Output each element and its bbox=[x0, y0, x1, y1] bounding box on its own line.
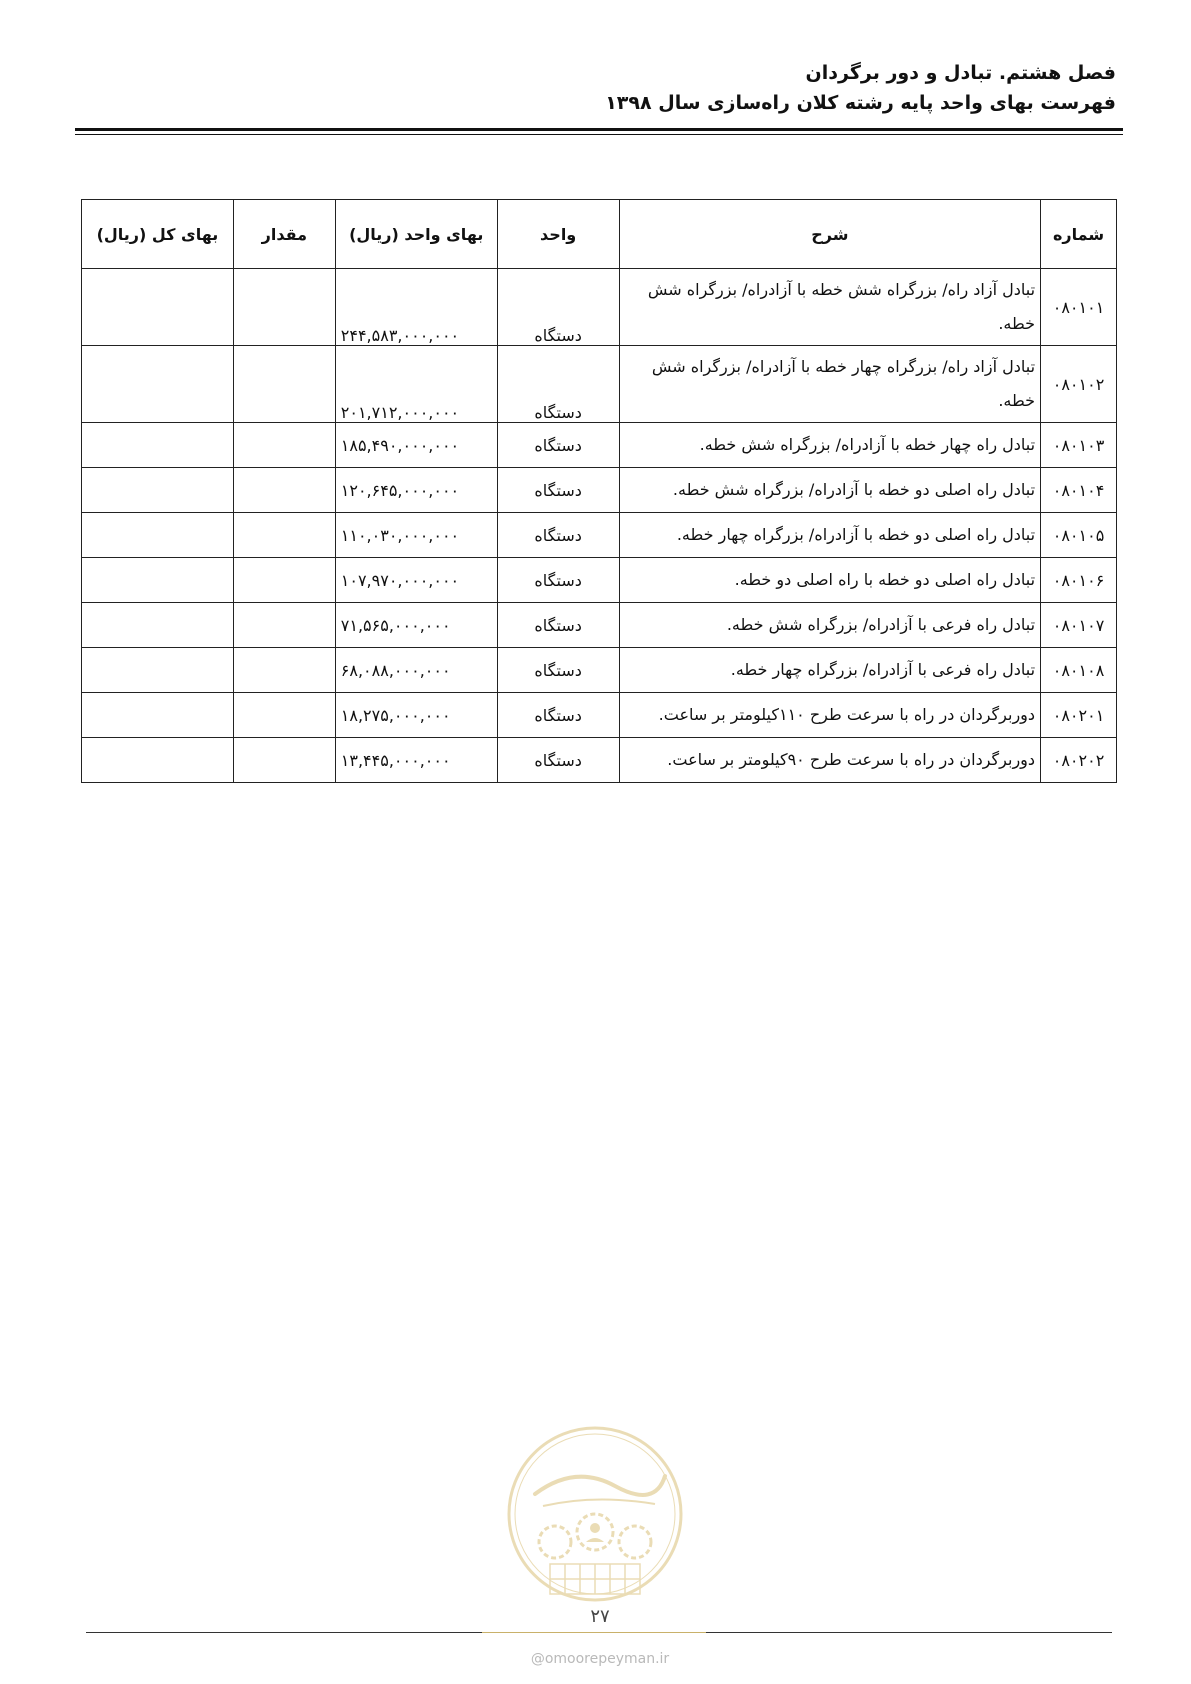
page-number: ۲۷ bbox=[590, 1606, 610, 1627]
column-header-code: شماره bbox=[1041, 200, 1117, 269]
item-unit: دستگاه bbox=[497, 468, 619, 513]
item-description: دوربرگردان در راه با سرعت طرح ۹۰کیلومتر بر ساعت. bbox=[619, 738, 1040, 783]
item-quantity bbox=[233, 269, 335, 346]
item-code: ۰۸۰۱۰۵ bbox=[1041, 513, 1117, 558]
item-unit: دستگاه bbox=[497, 269, 619, 346]
item-total-price bbox=[82, 269, 234, 346]
item-unit: دستگاه bbox=[497, 558, 619, 603]
item-code: ۰۸۰۲۰۱ bbox=[1041, 693, 1117, 738]
item-unit-price: ۲۴۴,۵۸۳,۰۰۰,۰۰۰ bbox=[335, 269, 497, 346]
item-unit-price: ۶۸,۰۸۸,۰۰۰,۰۰۰ bbox=[335, 648, 497, 693]
item-description: تبادل آزاد راه/ بزرگراه شش خطه با آزادراه/ بزرگراه شش خطه. bbox=[619, 269, 1040, 346]
table-row bbox=[82, 693, 1117, 738]
table-row bbox=[82, 269, 1117, 346]
item-code: ۰۸۰۱۰۴ bbox=[1041, 468, 1117, 513]
item-code: ۰۸۰۱۰۳ bbox=[1041, 423, 1117, 468]
table-row bbox=[82, 738, 1117, 783]
item-unit: دستگاه bbox=[497, 648, 619, 693]
item-unit-price: ۱۲۰,۶۴۵,۰۰۰,۰۰۰ bbox=[335, 468, 497, 513]
item-description: تبادل راه فرعی با آزادراه/ بزرگراه چهار خطه. bbox=[619, 648, 1040, 693]
table-row bbox=[82, 513, 1117, 558]
table-header-row bbox=[82, 200, 1117, 269]
item-description: تبادل راه چهار خطه با آزادراه/ بزرگراه شش خطه. bbox=[619, 423, 1040, 468]
footer-rule-right bbox=[706, 1632, 1112, 1633]
table-row bbox=[82, 423, 1117, 468]
item-total-price bbox=[82, 346, 234, 423]
item-unit: دستگاه bbox=[497, 738, 619, 783]
item-code: ۰۸۰۱۰۶ bbox=[1041, 558, 1117, 603]
column-header-unit-price: بهای واحد (ریال) bbox=[335, 200, 497, 269]
table-row bbox=[82, 558, 1117, 603]
table-row bbox=[82, 603, 1117, 648]
item-description: تبادل راه اصلی دو خطه با آزادراه/ بزرگراه چهار خطه. bbox=[619, 513, 1040, 558]
item-quantity bbox=[233, 738, 335, 783]
item-unit-price: ۱۸,۲۷۵,۰۰۰,۰۰۰ bbox=[335, 693, 497, 738]
item-unit-price: ۱۳,۴۴۵,۰۰۰,۰۰۰ bbox=[335, 738, 497, 783]
item-unit-price: ۱۸۵,۴۹۰,۰۰۰,۰۰۰ bbox=[335, 423, 497, 468]
item-quantity bbox=[233, 558, 335, 603]
item-quantity bbox=[233, 423, 335, 468]
item-unit-price: ۷۱,۵۶۵,۰۰۰,۰۰۰ bbox=[335, 603, 497, 648]
item-unit: دستگاه bbox=[497, 346, 619, 423]
item-total-price bbox=[82, 423, 234, 468]
price-table bbox=[81, 199, 1117, 783]
column-header-description: شرح bbox=[619, 200, 1040, 269]
item-description: دوربرگردان در راه با سرعت طرح ۱۱۰کیلومتر بر ساعت. bbox=[619, 693, 1040, 738]
item-quantity bbox=[233, 468, 335, 513]
item-quantity bbox=[233, 603, 335, 648]
item-quantity bbox=[233, 693, 335, 738]
item-description: تبادل راه اصلی دو خطه با راه اصلی دو خطه. bbox=[619, 558, 1040, 603]
page-header bbox=[76, 58, 1116, 118]
item-total-price bbox=[82, 648, 234, 693]
item-description: تبادل راه فرعی با آزادراه/ بزرگراه شش خطه. bbox=[619, 603, 1040, 648]
header-rule-thick bbox=[75, 128, 1123, 131]
item-total-price bbox=[82, 693, 234, 738]
item-total-price bbox=[82, 513, 234, 558]
item-unit: دستگاه bbox=[497, 423, 619, 468]
header-rule-thin bbox=[75, 134, 1123, 135]
item-unit: دستگاه bbox=[497, 513, 619, 558]
item-quantity bbox=[233, 513, 335, 558]
item-total-price bbox=[82, 738, 234, 783]
item-quantity bbox=[233, 648, 335, 693]
item-unit-price: ۱۱۰,۰۳۰,۰۰۰,۰۰۰ bbox=[335, 513, 497, 558]
item-unit-price: ۲۰۱,۷۱۲,۰۰۰,۰۰۰ bbox=[335, 346, 497, 423]
item-code: ۰۸۰۲۰۲ bbox=[1041, 738, 1117, 783]
item-description: تبادل راه اصلی دو خطه با آزادراه/ بزرگراه شش خطه. bbox=[619, 468, 1040, 513]
item-unit-price: ۱۰۷,۹۷۰,۰۰۰,۰۰۰ bbox=[335, 558, 497, 603]
item-total-price bbox=[82, 468, 234, 513]
document-subtitle: فهرست بهای واحد پایه رشته کلان راه‌سازی سال ۱۳۹۸ bbox=[605, 92, 1116, 114]
column-header-quantity: مقدار bbox=[233, 200, 335, 269]
footer-rule-middle bbox=[482, 1632, 706, 1633]
item-code: ۰۸۰۱۰۱ bbox=[1041, 269, 1117, 346]
table-row bbox=[82, 346, 1117, 423]
item-description: تبادل آزاد راه/ بزرگراه چهار خطه با آزادراه/ بزرگراه شش خطه. bbox=[619, 346, 1040, 423]
item-code: ۰۸۰۱۰۷ bbox=[1041, 603, 1117, 648]
footer-rule-left bbox=[86, 1632, 482, 1633]
table-row bbox=[82, 648, 1117, 693]
column-header-unit: واحد bbox=[497, 200, 619, 269]
omoorepeyman-logo-watermark bbox=[505, 1424, 685, 1604]
column-header-total-price: بهای کل (ریال) bbox=[82, 200, 234, 269]
item-total-price bbox=[82, 558, 234, 603]
item-code: ۰۸۰۱۰۸ bbox=[1041, 648, 1117, 693]
table-row bbox=[82, 468, 1117, 513]
item-total-price bbox=[82, 603, 234, 648]
website-watermark: @omoorepeyman.ir bbox=[530, 1651, 670, 1667]
item-quantity bbox=[233, 346, 335, 423]
item-unit: دستگاه bbox=[497, 603, 619, 648]
item-unit: دستگاه bbox=[497, 693, 619, 738]
chapter-title: فصل هشتم. تبادل و دور برگردان bbox=[805, 62, 1116, 84]
item-code: ۰۸۰۱۰۲ bbox=[1041, 346, 1117, 423]
